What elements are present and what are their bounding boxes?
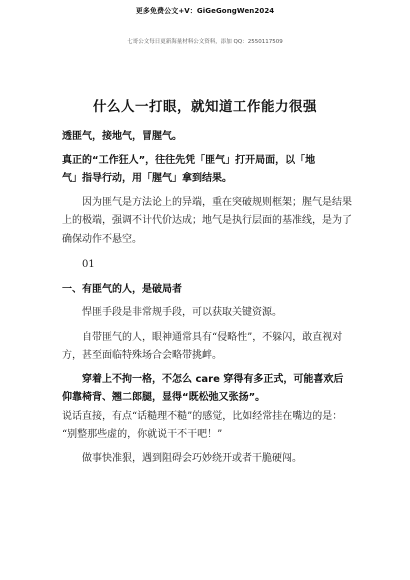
paragraph-2: 悍匪手段是非常规手段，可以获取关键资源。	[82, 307, 282, 318]
paragraph-4-line-2: 仰靠椅背、翘二郎腿，显得“既松弛又张扬”。	[62, 392, 266, 403]
paragraph-4-line-1: 穿着上不拘一格，不怎么 care 穿得有多正式，可能喜欢后	[82, 373, 344, 385]
source-note: 七哥公文每日更新海量材料公文资料，添加 QQ：2550117509	[127, 39, 283, 45]
intro-line-1: 真正的“工作狂人”，往往先凭「匪气」打开局面，以「地	[62, 154, 316, 166]
paragraph-6: 做事快准狠，遇到阻碍会巧妙绕开或者干脆硬闯。	[82, 452, 302, 464]
document-body	[62, 128, 360, 468]
section-heading: 一、有匪气的人，是破局者	[62, 283, 182, 295]
lead-line: 透匪气，接地气，冒腥气。	[62, 131, 182, 142]
paragraph-5-line-1: 说话直接，有点“话糙理不糙”的感觉，比如经常挂在嘴边的是：	[62, 410, 343, 422]
paragraph-1: 因为匪气是方法论上的异端，重在突破规则框架；腥气是结果上的极端，强调不计代价达成；地气是执行层面的基准线，是为了确保动作不悬空。	[62, 196, 352, 245]
paragraph-3: 自带匪气的人，眼神通常具有“侵略性”，不躲闪，敢直视对方，甚至面临特殊场合会略带挑衅。	[62, 331, 343, 361]
promo-banner-text: 更多免费公文+V：GiGeGongWen2024	[135, 7, 275, 15]
intro-line-2: 气」指导行动，用「腥气」拿到结果。	[62, 173, 232, 184]
paragraph-5-line-2: “别整那些虚的，你就说干不干吧！”	[62, 429, 223, 440]
section-number: 01	[82, 259, 95, 270]
document-title: 什么人一打眼，就知道工作能力很强	[93, 99, 317, 115]
